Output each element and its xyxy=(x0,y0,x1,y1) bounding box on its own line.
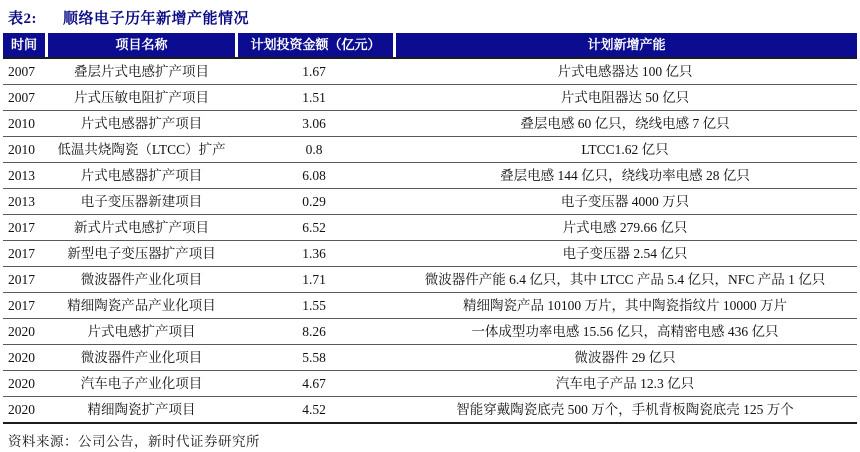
cell-investment: 1.71 xyxy=(302,272,326,287)
cell-capacity: 一体成型功率电感 15.56 亿只，高精密电感 436 亿只 xyxy=(471,324,779,339)
table-row xyxy=(3,371,857,397)
cell-investment: 6.08 xyxy=(302,168,326,183)
cell-capacity: 片式电感 279.66 亿只 xyxy=(562,220,688,235)
table-title-text: 顺络电子历年新增产能情况 xyxy=(63,11,250,27)
cell-year: 2007 xyxy=(8,90,35,105)
cell-project: 叠层片式电感扩产项目 xyxy=(74,64,209,79)
cell-year: 2017 xyxy=(8,272,35,287)
cell-project: 微波器件产业化项目 xyxy=(80,272,203,287)
table-row xyxy=(3,293,857,319)
cell-project: 精细陶瓷扩产项目 xyxy=(87,402,196,417)
cell-year: 2010 xyxy=(8,116,35,131)
cell-year: 2017 xyxy=(8,298,35,313)
cell-investment: 0.29 xyxy=(302,194,326,209)
cell-project: 电子变压器新建项目 xyxy=(80,194,203,209)
table-row xyxy=(3,189,857,215)
table-row xyxy=(3,345,857,371)
table-body xyxy=(3,59,857,424)
cell-investment: 4.67 xyxy=(302,376,326,391)
table-row xyxy=(3,397,857,424)
cell-capacity: 微波器件产能 6.4 亿只，其中 LTCC 产品 5.4 亿只，NFC 产品 1 亿只 xyxy=(424,272,826,287)
table-row xyxy=(3,59,857,85)
cell-year: 2020 xyxy=(8,376,35,391)
cell-capacity: 电子变压器 2.54 亿只 xyxy=(562,246,688,261)
table-row xyxy=(3,215,857,241)
cell-project: 低温共烧陶瓷（LTCC）扩产 xyxy=(57,142,226,157)
cell-project: 微波器件产业化项目 xyxy=(80,350,203,365)
cell-project: 片式电感扩产项目 xyxy=(87,324,196,339)
cell-capacity: 智能穿戴陶瓷底壳 500 万个，手机背板陶瓷底壳 125 万个 xyxy=(456,402,794,417)
cell-project: 新型电子变压器扩产项目 xyxy=(67,246,216,261)
cell-capacity: 汽车电子产品 12.3 亿只 xyxy=(555,376,695,391)
cell-capacity: 片式电阻器达 50 亿只 xyxy=(560,90,690,105)
cell-year: 2020 xyxy=(8,324,35,339)
column-header: 计划投资金额（亿元） xyxy=(238,33,393,57)
cell-capacity: 片式电感器达 100 亿只 xyxy=(557,64,693,79)
cell-investment: 1.36 xyxy=(302,246,326,261)
column-header: 项目名称 xyxy=(48,33,235,57)
table-row xyxy=(3,111,857,137)
cell-investment: 1.67 xyxy=(302,64,326,79)
cell-project: 精细陶瓷产品产业化项目 xyxy=(67,298,216,313)
table-row xyxy=(3,267,857,293)
table-row xyxy=(3,85,857,111)
column-header: 时间 xyxy=(3,33,45,57)
cell-year: 2013 xyxy=(8,168,35,183)
cell-project: 汽车电子产业化项目 xyxy=(80,376,203,391)
table-row xyxy=(3,241,857,267)
cell-year: 2020 xyxy=(8,350,35,365)
table-row xyxy=(3,163,857,189)
cell-investment: 1.51 xyxy=(302,90,326,105)
cell-year: 2007 xyxy=(8,64,35,79)
cell-capacity: 叠层电感 144 亿只，绕线功率电感 28 亿只 xyxy=(500,168,750,183)
data-source-note: 资料来源：公司公告，新时代证券研究所 xyxy=(8,434,260,449)
column-header: 计划新增产能 xyxy=(396,33,857,57)
table-row xyxy=(3,319,857,345)
cell-investment: 0.8 xyxy=(305,142,323,157)
cell-year: 2020 xyxy=(8,402,35,417)
cell-project: 新式片式电感扩产项目 xyxy=(74,220,209,235)
cell-capacity: LTCC1.62 亿只 xyxy=(581,142,669,157)
cell-year: 2010 xyxy=(8,142,35,157)
cell-capacity: 微波器件 29 亿只 xyxy=(574,350,676,365)
cell-project: 片式压敏电阻扩产项目 xyxy=(74,90,209,105)
cell-investment: 3.06 xyxy=(302,116,326,131)
cell-capacity: 电子变压器 4000 万只 xyxy=(560,194,690,209)
cell-year: 2017 xyxy=(8,220,35,235)
cell-investment: 8.26 xyxy=(302,324,326,339)
capacity-table xyxy=(3,33,857,424)
cell-project: 片式电感器扩产项目 xyxy=(80,116,203,131)
cell-investment: 6.52 xyxy=(302,220,326,235)
cell-investment: 4.52 xyxy=(302,402,326,417)
cell-capacity: 叠层电感 60 亿只，绕线电感 7 亿只 xyxy=(520,116,730,131)
cell-year: 2013 xyxy=(8,194,35,209)
table-title xyxy=(0,0,860,33)
cell-investment: 5.58 xyxy=(302,350,326,365)
cell-year: 2017 xyxy=(8,246,35,261)
cell-investment: 1.55 xyxy=(302,298,326,313)
table-header-row xyxy=(3,33,857,59)
cell-capacity: 精细陶瓷产品 10100 万片，其中陶瓷指纹片 10000 万片 xyxy=(463,298,787,313)
table-row xyxy=(3,137,857,163)
table-number-label: 表2: xyxy=(8,11,37,27)
cell-project: 片式电感器扩产项目 xyxy=(80,168,203,183)
